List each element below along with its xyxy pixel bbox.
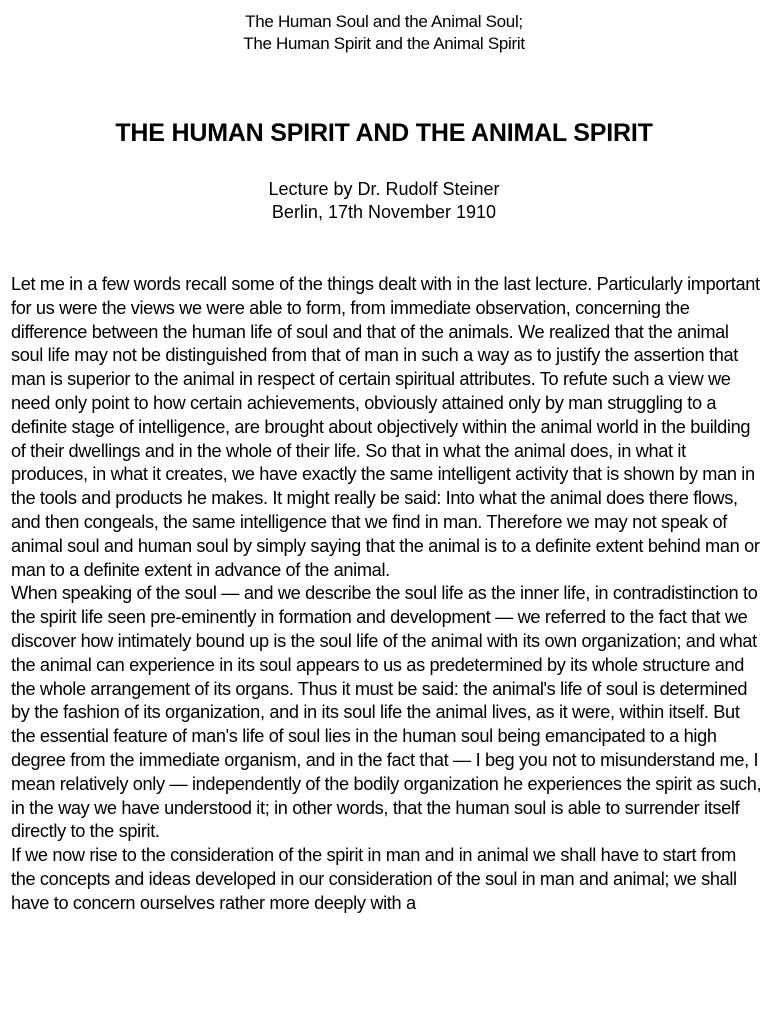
lecture-body <box>11 273 763 916</box>
lecture-byline <box>0 178 768 224</box>
lecturer-line: Lecture by Dr. Rudolf Steiner <box>268 179 500 199</box>
running-header-line-2: The Human Spirit and the Animal Spirit <box>243 34 525 53</box>
paragraph: Let me in a few words recall some of the things dealt with in the last lecture. Particularly important for us were the views we were able to form, from immediate observation, concerning the difference between the human life of soul and that of the animals. We realized that the animal soul life may not be distinguished from that of man in such a way as to justify the assertion that man is superior to the animal in respect of certain spiritual attributes. To refute such a view we need only point to how certain achievements, obviously attained only by man struggling to a definite stage of intelligence, are brought about objectively within the animal world in the building of their dwellings and in the whole of their life. So that in what the animal does, in what it produces, in what it creates, we have exactly the same intelligent activity that is shown by man in the tools and products he makes. It might really be said: Into what the animal does there flows, and then congeals, the same intelligence that we find in man. Therefore we may not speak of animal soul and human soul by simply saying that the animal is to a definite extent behind man or man to a definite extent in advance of the animal. <box>11 274 760 580</box>
paragraph: If we now rise to the consideration of the spirit in man and in animal we shall have to start from the concepts and ideas developed in our consideration of the soul in man and animal; we shall have to concern ourselves rather more deeply with a <box>11 845 737 913</box>
place-date-line: Berlin, 17th November 1910 <box>271 202 497 222</box>
paragraph: When speaking of the soul — and we describe the soul life as the inner life, in contradistinction to the spirit life seen pre-eminently in formation and development — we referred to the fact that we discover how intimately bound up is the soul life of the animal with its own organization; and what the animal can experience in its soul appears to us as predetermined by its whole structure and the whole arrangement of its organs. Thus it must be said: the animal's life of soul is determined by the fashion of its organization, and in its soul life the animal lives, as it were, within itself. But the essential feature of man's life of soul lies in the human soul being emancipated to a high degree from the immediate organism, and in the fact that — I beg you not to misunderstand me, I mean relatively only — independently of the bodily organization he experiences the spirit as such, in the way we have understood it; in other words, that the human soul is able to surrender itself directly to the spirit. <box>11 583 762 842</box>
running-header <box>0 11 768 55</box>
document-title: THE HUMAN SPIRIT AND THE ANIMAL SPIRIT <box>115 119 653 147</box>
running-header-line-1: The Human Soul and the Animal Soul; <box>245 12 523 31</box>
